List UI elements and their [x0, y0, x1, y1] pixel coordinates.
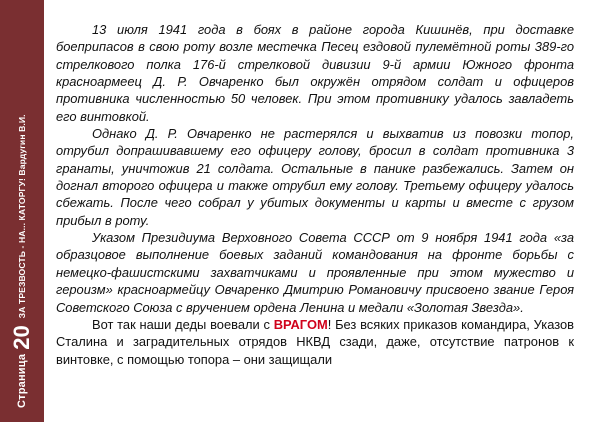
- page-sidebar: [0, 0, 44, 422]
- paragraph-4: [56, 316, 574, 368]
- medal-quote: «Золотая Звезда»: [406, 299, 521, 315]
- article-body: [56, 21, 574, 368]
- sidebar-text: [0, 0, 44, 422]
- page-number: 20: [9, 325, 34, 350]
- highlight-enemy: ВРАГОМ: [273, 316, 328, 332]
- paragraph-3-start: Указом Президиума Верховного Совета СССР от 9 ноября 1941 года: [92, 230, 548, 246]
- paragraph-2: Однако Д. Р. Овчаренко не растерялся и выхватив из повозки топор, отрубил допрашивавшему его офицеру голову, бросил в солдат противника 3 гранаты, уничтожив 21 солдата. Остальные в панике разбежались. Затем он догнал второго офицера и также отрубил ему голову. Третьему офицеру удалось сбежать. После чего собрал у убитых документы и карты и вместе с грузом прибыл в роту.: [56, 126, 574, 228]
- paragraph-1: 13 июля 1941 года в боях в районе города Кишинёв, при доставке боеприпасов в свою роту возле местечка Песец ездовой пулемётной роты 389-го стрелкового полка 176-й стрелковой дивизии 9-й армии Южного фронта красноармеец Д. Р. Овчаренко был окружён отрядом солдат и офицеров противника численностью 50 человек. При этом противнику удалось завладеть его винтовкой.: [56, 22, 574, 124]
- citation-quote: «за образцовое выполнение боевых заданий командования на фронте борьбы с немецко-фашистскими захватчиками и проявленные при этом мужество и героизм»: [56, 230, 574, 298]
- paragraph-3-middle: красноармейцу Овчаренко Дмитрию Романовичу присвоено звание Героя Советского Союза с вручением ордена Ленина и медали: [56, 282, 574, 315]
- page-label: Страница: [16, 353, 28, 408]
- paragraph-3-end: .: [520, 299, 524, 315]
- paragraph-3: [56, 229, 574, 316]
- running-title: ЗА ТРЕЗВОСТЬ - НА... КАТОРГУ! Вардугин В.И.: [17, 114, 27, 319]
- paragraph-4-rest: ! Без всяких приказов командира, Указов Сталина и заградительных отрядов НКВД сзади, даже, отсутствие патронов к винтовке, с помощью топора – они защищали: [56, 316, 575, 367]
- paragraph-4-start: Вот так наши деды воевали с: [92, 316, 270, 332]
